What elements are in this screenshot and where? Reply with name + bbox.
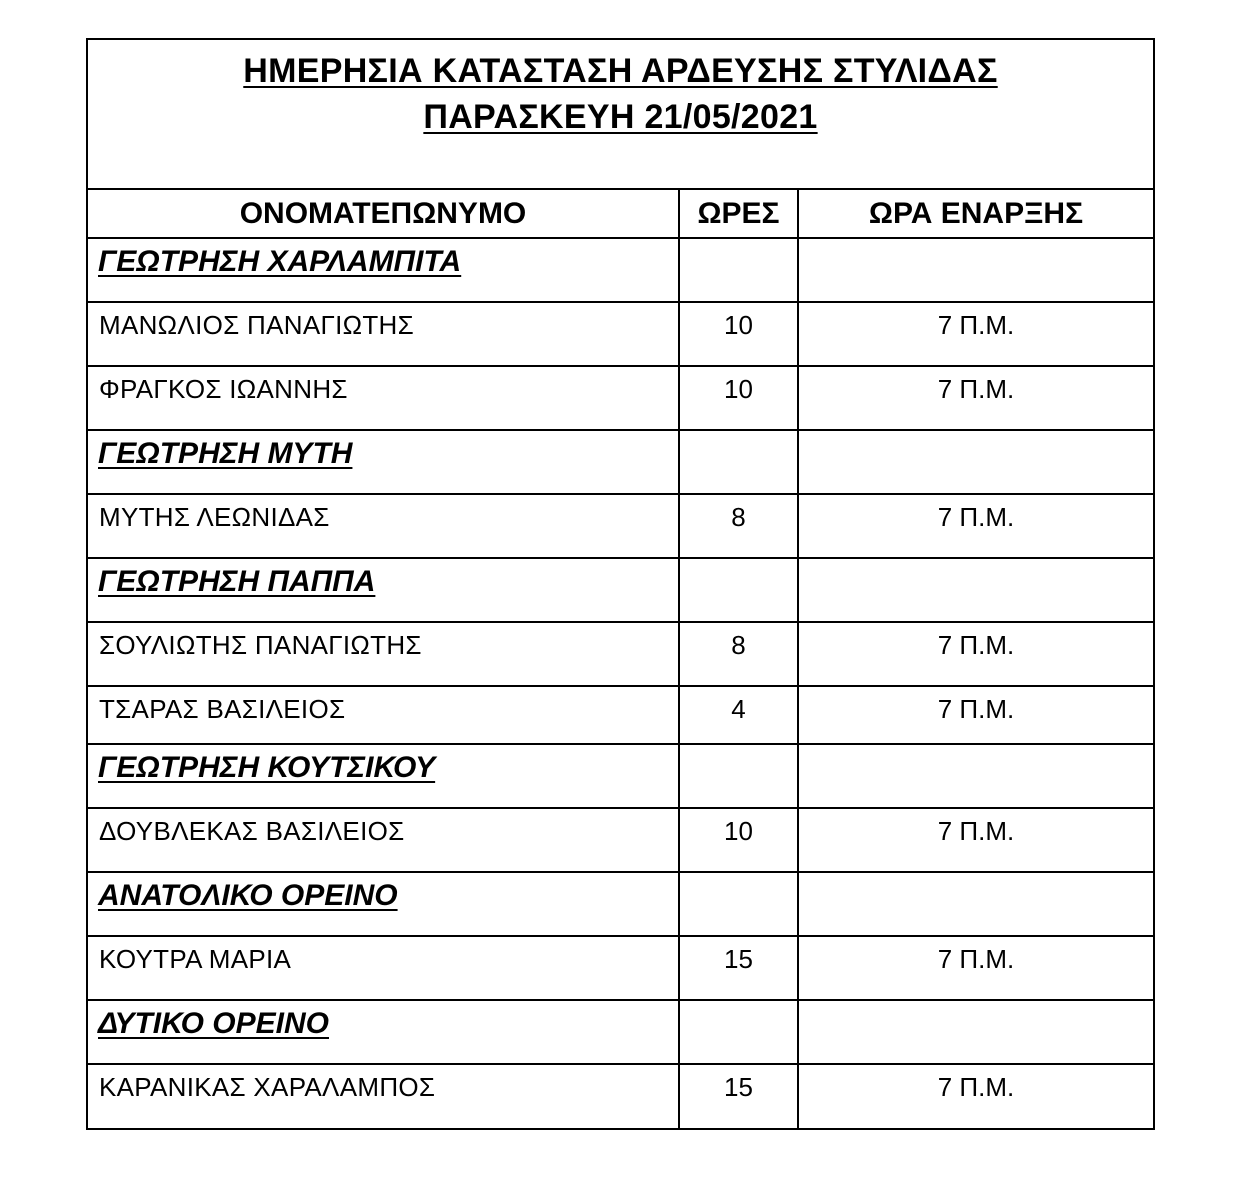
person-name: ΣΟΥΛΙΩΤΗΣ ΠΑΝΑΓΙΩΤΗΣ: [99, 630, 422, 660]
group-row: [88, 744, 1153, 808]
start-time-value: 7 Π.Μ.: [937, 374, 1015, 404]
irrigation-schedule-sheet: [86, 38, 1155, 1130]
person-name: ΚΟΥΤΡΑ ΜΑΡΙΑ: [99, 944, 292, 974]
start-time-value: 7 Π.Μ.: [937, 694, 1015, 724]
person-name: ΜΥΤΗΣ ΛΕΩΝΙΔΑΣ: [99, 502, 330, 532]
hours-value: 15: [724, 1072, 753, 1102]
hours-value: 8: [731, 502, 746, 532]
person-name: ΤΣΑΡΑΣ ΒΑΣΙΛΕΙΟΣ: [99, 694, 346, 724]
document-date: ΠΑΡΑΣΚΕΥΗ 21/05/2021: [423, 98, 818, 136]
table-row: [88, 1064, 1153, 1128]
group-row: [88, 1000, 1153, 1064]
group-label: ΔΥΤΙΚΟ ΟΡΕΙΝΟ: [98, 1007, 329, 1040]
group-row: [88, 558, 1153, 622]
person-name: ΜΑΝΩΛΙΟΣ ΠΑΝΑΓΙΩΤΗΣ: [99, 310, 414, 340]
table-row: [88, 808, 1153, 872]
table-row: [88, 936, 1153, 1000]
title-block: [88, 40, 1153, 190]
table-row: [88, 622, 1153, 686]
hours-value: 10: [724, 816, 753, 846]
person-name: ΔΟΥΒΛΕΚΑΣ ΒΑΣΙΛΕΙΟΣ: [99, 816, 405, 846]
person-name: ΦΡΑΓΚΟΣ ΙΩΑΝΝΗΣ: [99, 374, 348, 404]
table-row: [88, 494, 1153, 558]
header-hours: ΩΡΕΣ: [679, 190, 798, 238]
document-title: ΗΜΕΡΗΣΙΑ ΚΑΤΑΣΤΑΣΗ ΑΡΔΕΥΣΗΣ ΣΤΥΛΙΔΑΣ: [243, 52, 998, 90]
group-label: ΓΕΩΤΡΗΣΗ ΜΥΤΗ: [98, 437, 353, 470]
start-time-value: 7 Π.Μ.: [937, 944, 1015, 974]
group-label: ΓΕΩΤΡΗΣΗ ΠΑΠΠΑ: [98, 565, 376, 598]
start-time-value: 7 Π.Μ.: [937, 502, 1015, 532]
hours-value: 15: [724, 944, 753, 974]
start-time-value: 7 Π.Μ.: [937, 310, 1015, 340]
table-row: [88, 366, 1153, 430]
hours-value: 4: [731, 694, 746, 724]
group-label: ΑΝΑΤΟΛΙΚΟ ΟΡΕΙΝΟ: [98, 879, 398, 912]
group-row: [88, 872, 1153, 936]
hours-value: 10: [724, 310, 753, 340]
group-label: ΓΕΩΤΡΗΣΗ ΚΟΥΤΣΙΚΟΥ: [98, 751, 436, 784]
hours-value: 8: [731, 630, 746, 660]
group-row: [88, 430, 1153, 494]
group-label: ΓΕΩΤΡΗΣΗ ΧΑΡΛΑΜΠΙΤΑ: [98, 245, 462, 278]
header-row: [88, 190, 1153, 238]
start-time-value: 7 Π.Μ.: [937, 816, 1015, 846]
schedule-table: [88, 190, 1153, 1128]
hours-value: 10: [724, 374, 753, 404]
table-row: [88, 686, 1153, 744]
start-time-value: 7 Π.Μ.: [937, 630, 1015, 660]
start-time-value: 7 Π.Μ.: [937, 1072, 1015, 1102]
table-row: [88, 302, 1153, 366]
header-start-time: ΩΡΑ ΕΝΑΡΞΗΣ: [798, 190, 1153, 238]
header-name: ΟΝΟΜΑΤΕΠΩΝΥΜΟ: [239, 197, 527, 230]
person-name: ΚΑΡΑΝΙΚΑΣ ΧΑΡΑΛΑΜΠΟΣ: [99, 1072, 436, 1102]
group-row: [88, 238, 1153, 302]
